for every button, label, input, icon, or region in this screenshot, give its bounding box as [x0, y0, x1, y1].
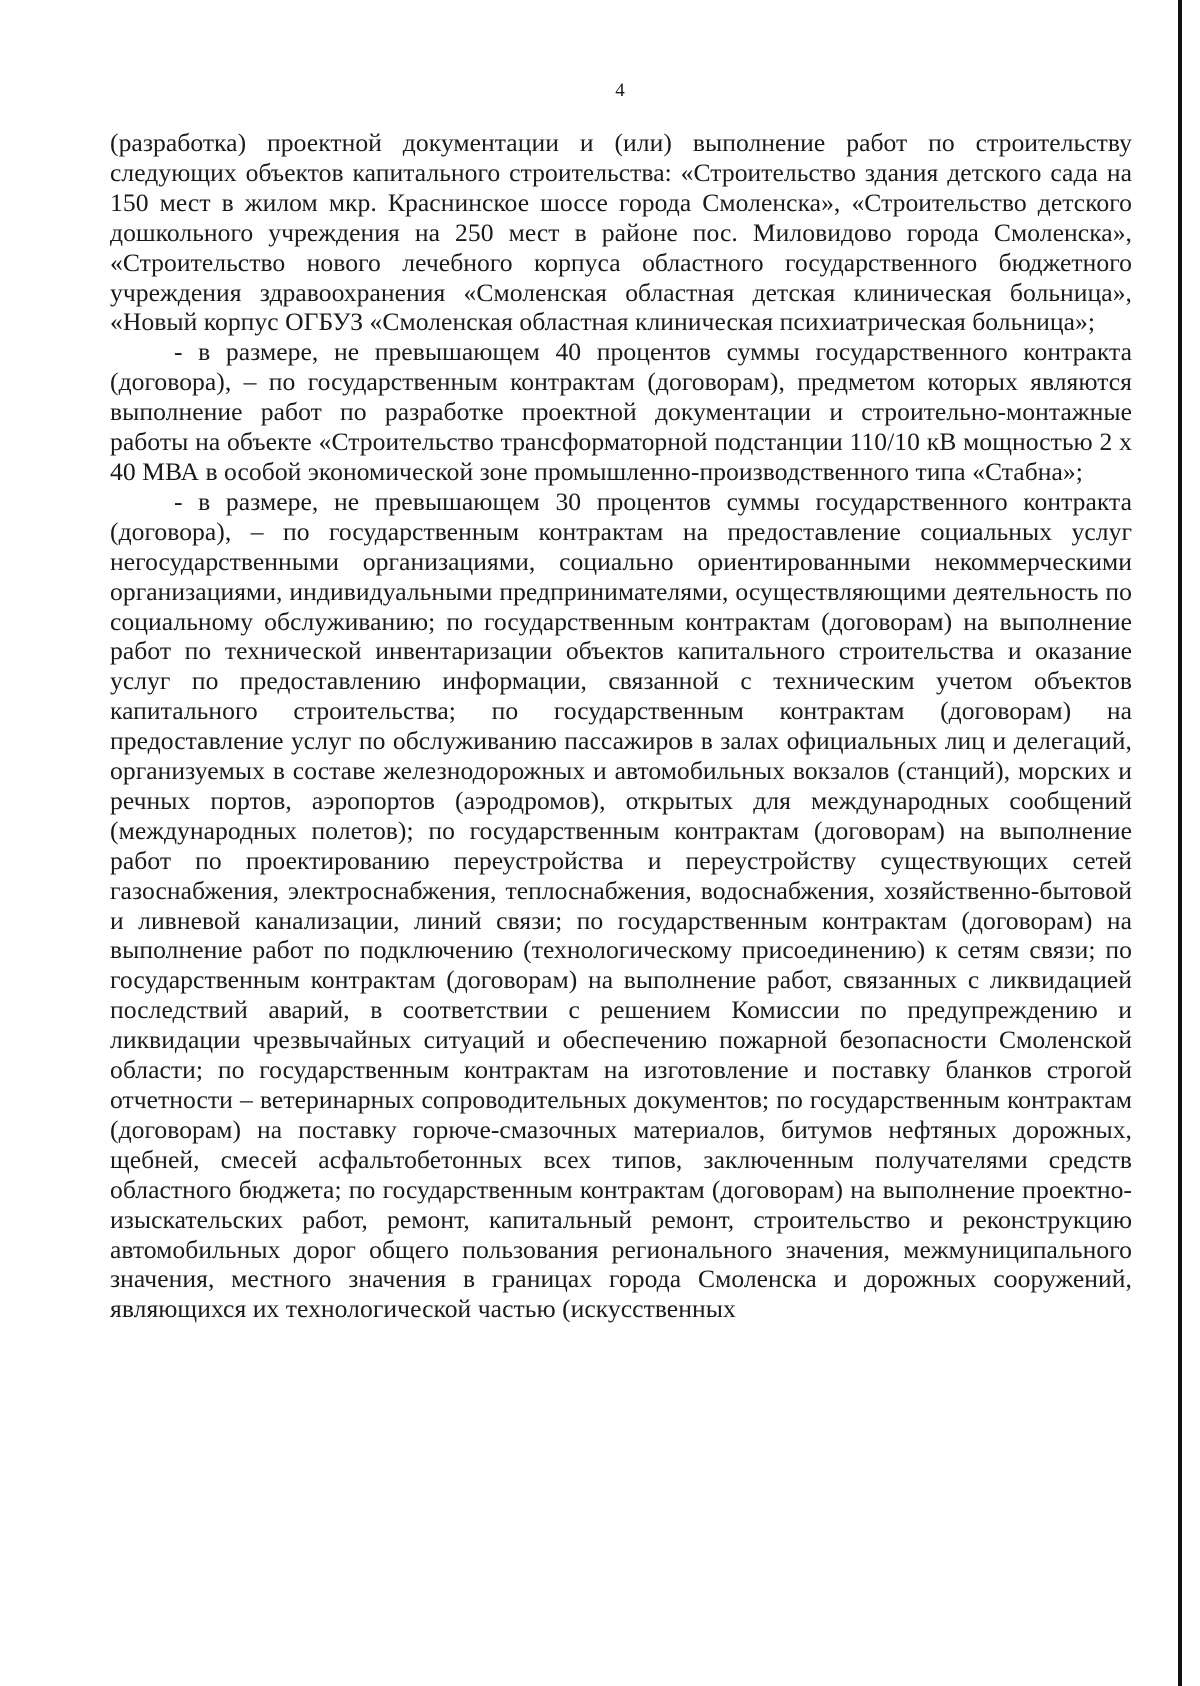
scan-edge-line: [1178, 0, 1182, 1686]
page-number: 4: [615, 80, 625, 101]
document-body: [110, 128, 1132, 1324]
paragraph-continuation: (разработка) проектной документации и (или) выполнение работ по строительству следующих объектов капитального строительства: «Строительство здания детского сада на 150 мест в жилом мкр. Краснинское шоссе города Смоленска», «Строительство детского дошкольного учреждения на 250 мест в районе пос. Миловидово города Смоленска», «Строительство нового лечебного корпуса областного государственного бюджетного учреждения здравоохранения «Смоленская областная детская клиническая больница», «Новый корпус ОГБУЗ «Смоленская областная клиническая психиатрическая больница»;: [110, 128, 1132, 337]
paragraph-list-item-40-percent: - в размере, не превышающем 40 процентов суммы государственного контракта (договора), – по государственным контрактам (договорам), предметом которых являются выполнение работ по разработке проектной документации и строительно-монтажные работы на объекте «Строительство трансформаторной подстанции 110/10 кВ мощностью 2 х 40 МВА в особой экономической зоне промышленно-производственного типа «Стабна»;: [110, 337, 1132, 486]
paragraph-list-item-30-percent: - в размере, не превышающем 30 процентов суммы государственного контракта (договора), – по государственным контрактам на предоставление социальных услуг негосударственными организациями, социально ориентированными некоммерческими организациями, индивидуальными предпринимателями, осуществляющими деятельность по социальному обслуживанию; по государственным контрактам (договорам) на выполнение работ по технической инвентаризации объектов капитального строительства и оказание услуг по предоставлению информации, связанной с техническим учетом объектов капитального строительства; по государственным контрактам (договорам) на предоставление услуг по обслуживанию пассажиров в залах официальных лиц и делегаций, организуемых в составе железнодорожных и автомобильных вокзалов (станций), морских и речных портов, аэропортов (аэродромов), открытых для международных сообщений (международных полетов); по государственным контрактам (договорам) на выполнение работ по проектированию переустройства и переустройству существующих сетей газоснабжения, электроснабжения, теплоснабжения, водоснабжения, хозяйственно-бытовой и ливневой канализации, линий связи; по государственным контрактам (договорам) на выполнение работ по подключению (технологическому присоединению) к сетям связи; по государственным контрактам (договорам) на выполнение работ, связанных с ликвидацией последствий аварий, в соответствии с решением Комиссии по предупреждению и ликвидации чрезвычайных ситуаций и обеспечению пожарной безопасности Смоленской области; по государственным контрактам на изготовление и поставку бланков строгой отчетности – ветеринарных сопроводительных документов; по государственным контрактам (договорам) на поставку горюче-смазочных материалов, битумов нефтяных дорожных, щебней, смесей асфальтобетонных всех типов, заключенным получателями средств областного бюджета; по государственным контрактам (договорам) на выполнение проектно-изыскательских работ, ремонт, капитальный ремонт, строительство и реконструкцию автомобильных дорог общего пользования регионального значения, межмуниципального значения, местного значения в границах города Смоленска и дорожных сооружений, являющихся их технологической частью (искусственных: [110, 486, 1132, 1324]
